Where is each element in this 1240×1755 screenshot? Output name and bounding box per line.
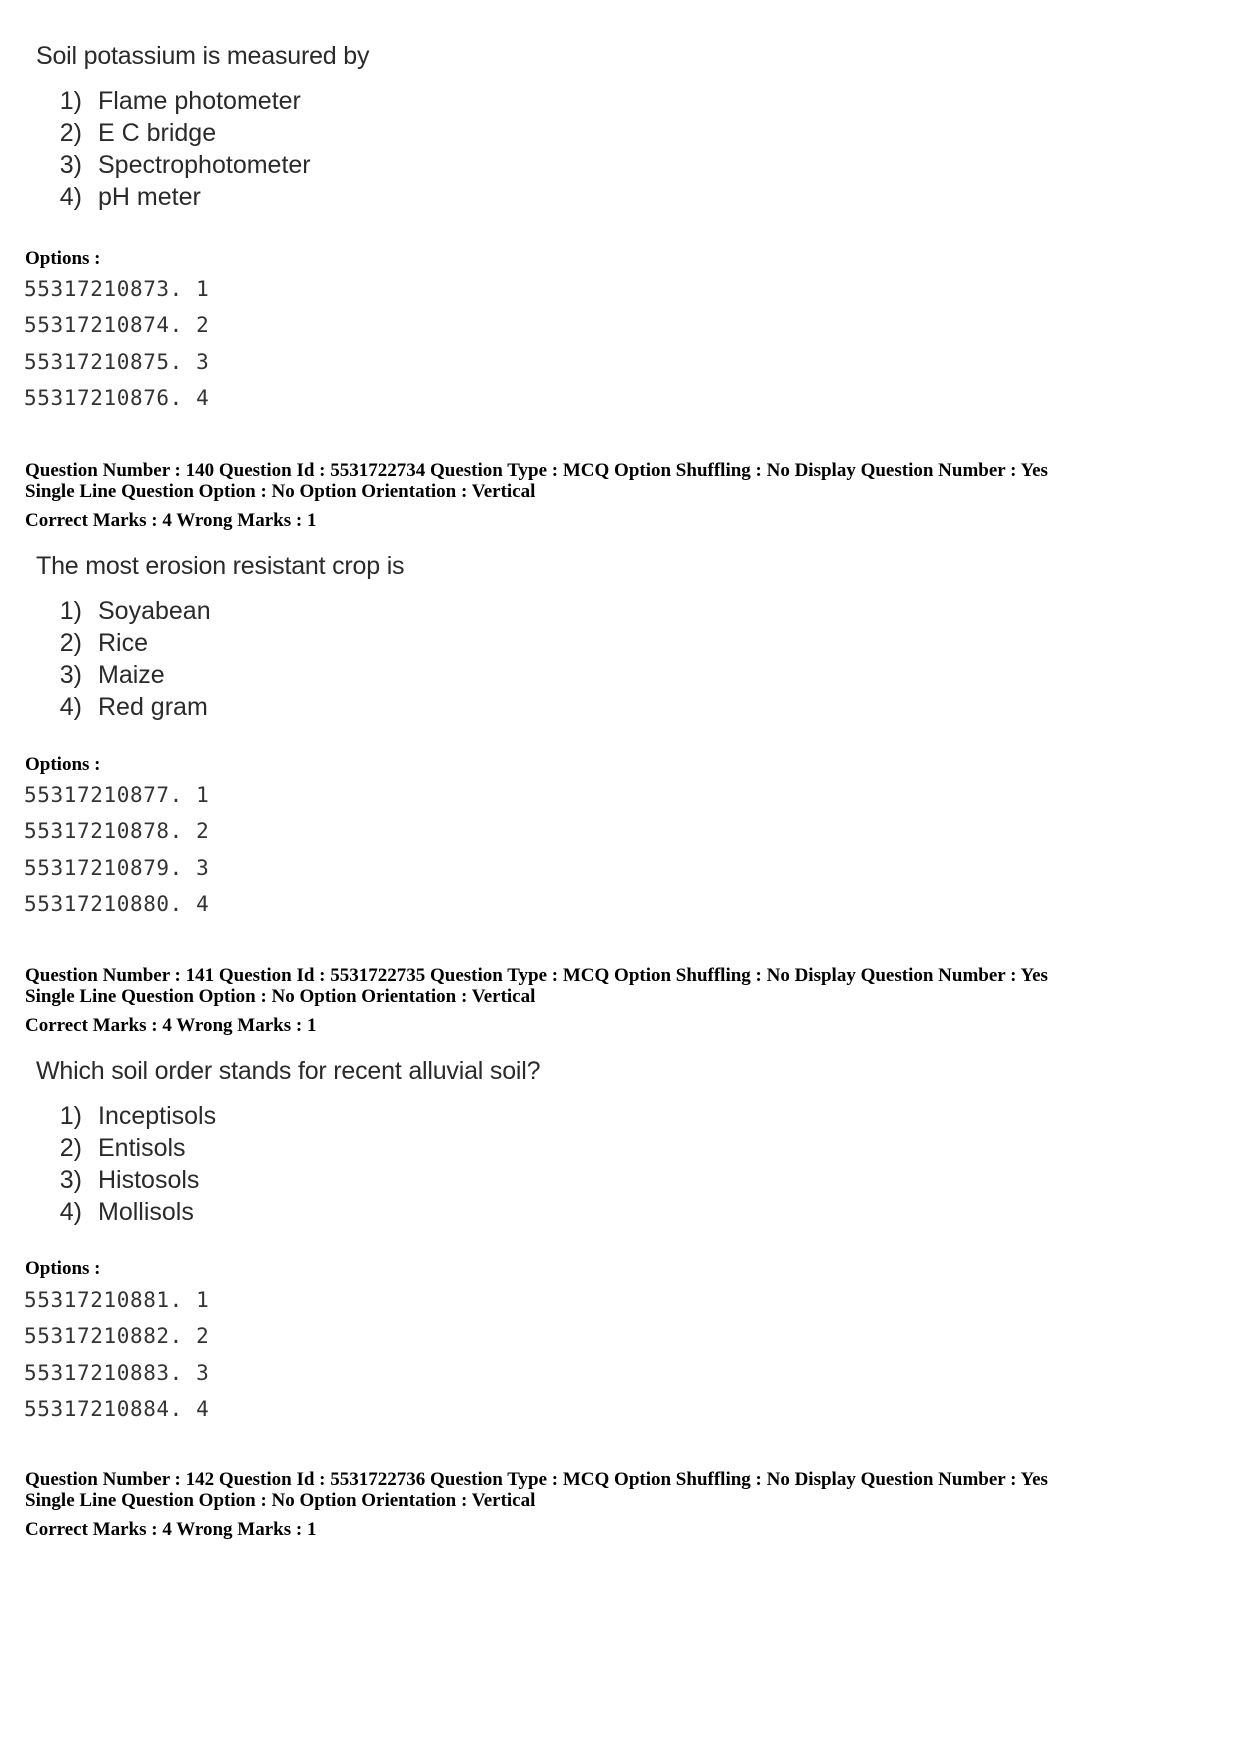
question-140-option-2: 55317210878. 2 <box>24 819 210 843</box>
question-141-marks: Correct Marks : 4 Wrong Marks : 1 <box>25 1015 317 1036</box>
question-140-choice-3: 3) Maize <box>59 661 165 689</box>
question-141-choice-4: 4) Mollisols <box>59 1198 194 1226</box>
question-142-meta-line-2: Single Line Question Option : No Option Orientation : Vertical <box>25 1490 536 1511</box>
question-140-marks: Correct Marks : 4 Wrong Marks : 1 <box>25 510 317 531</box>
question-141-meta-line-1: Question Number : 141 Question Id : 5531722735 Question Type : MCQ Option Shuffling : No Display Question Number : Yes <box>25 965 1048 986</box>
question-139-choice-3: 3) Spectrophotometer <box>59 151 311 179</box>
question-139-option-1: 55317210873. 1 <box>24 277 210 301</box>
question-142-meta <box>25 1469 1048 1511</box>
question-140-option-1: 55317210877. 1 <box>24 783 210 807</box>
question-141-meta-line-2: Single Line Question Option : No Option Orientation : Vertical <box>25 986 536 1007</box>
question-140-image <box>26 552 646 723</box>
question-139-image <box>26 42 646 213</box>
question-139-choice-2: 2) E C bridge <box>59 119 217 147</box>
question-140-option-4: 55317210880. 4 <box>24 892 210 916</box>
question-141-options-label: Options : <box>25 1258 101 1279</box>
question-141-option-1: 55317210881. 1 <box>24 1288 210 1312</box>
question-141-image <box>26 1057 646 1228</box>
question-141-choice-2: 2) Entisols <box>59 1134 186 1162</box>
question-139-choice-4: 4) pH meter <box>59 183 201 211</box>
question-140-options-label: Options : <box>25 754 101 775</box>
question-142-marks: Correct Marks : 4 Wrong Marks : 1 <box>25 1519 317 1540</box>
question-140-meta-line-1: Question Number : 140 Question Id : 5531722734 Question Type : MCQ Option Shuffling : No Display Question Number : Yes <box>25 460 1048 481</box>
question-139-choice-1: 1) Flame photometer <box>59 87 301 115</box>
question-141-option-3: 55317210883. 3 <box>24 1361 210 1385</box>
question-140-choice-4: 4) Red gram <box>59 693 208 721</box>
question-142-meta-line-1: Question Number : 142 Question Id : 5531722736 Question Type : MCQ Option Shuffling : No Display Question Number : Yes <box>25 1469 1048 1490</box>
question-141-stem: Which soil order stands for recent alluvial soil? <box>36 1057 541 1085</box>
question-139-options-label: Options : <box>25 248 101 269</box>
question-140-meta-line-2: Single Line Question Option : No Option Orientation : Vertical <box>25 481 536 502</box>
question-139-option-2: 55317210874. 2 <box>24 313 210 337</box>
question-140-choice-2: 2) Rice <box>59 629 149 657</box>
question-141-option-2: 55317210882. 2 <box>24 1324 210 1348</box>
question-141-option-4: 55317210884. 4 <box>24 1397 210 1421</box>
question-140-option-3: 55317210879. 3 <box>24 856 210 880</box>
question-139-option-4: 55317210876. 4 <box>24 386 210 410</box>
question-141-choice-3: 3) Histosols <box>59 1166 200 1194</box>
question-141-meta <box>25 965 1048 1007</box>
question-140-meta <box>25 460 1048 502</box>
question-139-stem: Soil potassium is measured by <box>36 42 370 70</box>
question-140-choice-1: 1) Soyabean <box>59 597 211 625</box>
question-141-choice-1: 1) Inceptisols <box>59 1102 217 1130</box>
question-140-stem: The most erosion resistant crop is <box>36 552 405 580</box>
question-139-option-3: 55317210875. 3 <box>24 350 210 374</box>
